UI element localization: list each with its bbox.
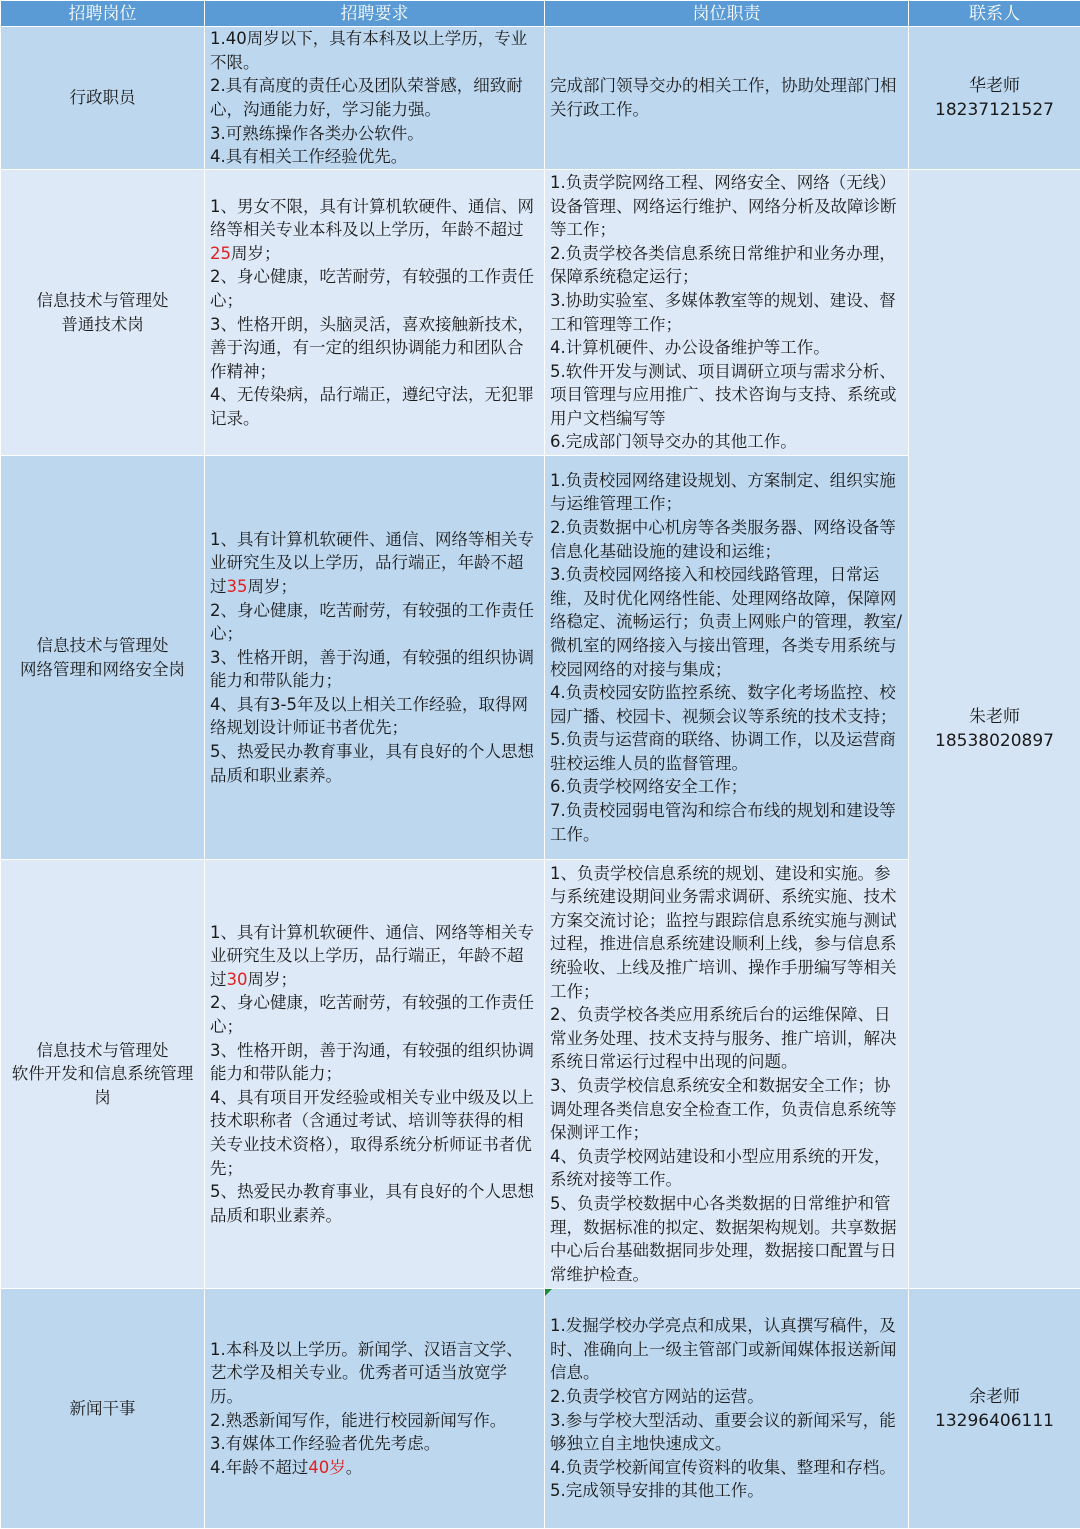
contact-cell bbox=[909, 170, 1080, 1289]
position-subtitle: 网络管理和网络安全岗 bbox=[6, 658, 199, 682]
requirement-text: 。 bbox=[346, 1458, 363, 1477]
duty-item: 5.负责与运营商的联络、协调工作，以及运营商驻校运维人员的监督管理。 bbox=[550, 728, 903, 775]
position-title: 信息技术与管理处 bbox=[6, 289, 199, 313]
requirement-item: 5、热爱民办教育事业，具有良好的个人思想品质和职业素养。 bbox=[210, 1180, 539, 1227]
requirement-item: 4、无传染病，品行端正，遵纪守法，无犯罪记录。 bbox=[210, 383, 539, 430]
requirement-item bbox=[210, 1456, 539, 1480]
requirement-text: 周岁； bbox=[248, 577, 298, 596]
duty-item: 2.负责学校各类信息系统日常维护和业务办理，保障系统稳定运行； bbox=[550, 242, 903, 289]
requirement-item: 4、具有3-5年及以上相关工作经验，取得网络规划设计师证书者优先； bbox=[210, 693, 539, 740]
header-duties: 岗位职责 bbox=[545, 1, 909, 27]
position-cell bbox=[1, 456, 205, 860]
requirement-item: 5、热爱民办教育事业，具有良好的个人思想品质和职业素养。 bbox=[210, 740, 539, 787]
duty-item: 3.参与学校大型活动、重要会议的新闻采写，能够独立自主地快速成文。 bbox=[550, 1409, 903, 1456]
requirements-cell bbox=[205, 170, 545, 456]
requirements-cell bbox=[205, 456, 545, 860]
position-title: 信息技术与管理处 bbox=[6, 1039, 199, 1063]
duty-item: 4.负责学校新闻宣传资料的收集、整理和存档。 bbox=[550, 1456, 903, 1480]
requirement-item: 3.可熟练操作各类办公软件。 bbox=[210, 122, 539, 146]
requirements-cell bbox=[205, 1289, 545, 1529]
duty-item: 2.负责学校官方网站的运营。 bbox=[550, 1385, 903, 1409]
requirement-item: 2、身心健康，吃苦耐劳，有较强的工作责任心； bbox=[210, 991, 539, 1038]
duty-item: 5、负责学校数据中心各类数据的日常维护和管理，数据标准的拟定、数据架构规划。共享数据中心后台基础数据同步处理，数据接口配置与日常维护检查。 bbox=[550, 1192, 903, 1286]
table-row bbox=[1, 1289, 1080, 1529]
duties-cell bbox=[545, 456, 909, 860]
position-cell bbox=[1, 860, 205, 1289]
duty-item: 1、负责学校信息系统的规划、建设和实施。参与系统建设期间业务需求调研、系统实施、技术方案交流讨论；监控与跟踪信息系统实施与测试过程，推进信息系统建设顺利上线，参与信息系统验收、上线及推广培训、操作手册编写等相关工作； bbox=[550, 862, 903, 1004]
duty-item: 3、负责学校信息系统安全和数据安全工作；协调处理各类信息安全检查工作，负责信息系统等保测评工作； bbox=[550, 1074, 903, 1145]
requirement-item: 4、具有项目开发经验或相关专业中级及以上技术职称者（含通过考试、培训等获得的相关专业技术资格），取得系统分析师证书者优先； bbox=[210, 1086, 539, 1180]
requirement-item: 3.有媒体工作经验者优先考虑。 bbox=[210, 1432, 539, 1456]
duties-cell bbox=[545, 27, 909, 170]
position-title: 行政职员 bbox=[6, 86, 199, 110]
requirement-text: 1、男女不限，具有计算机软硬件、通信、网络等相关专业本科及以上学历，年龄不超过 bbox=[210, 197, 534, 240]
contact-phone: 18538020897 bbox=[914, 729, 1075, 753]
duties-cell bbox=[545, 170, 909, 456]
header-requirements: 招聘要求 bbox=[205, 1, 545, 27]
requirement-item bbox=[210, 921, 539, 992]
duty-item: 7.负责校园弱电管沟和综合布线的规划和建设等工作。 bbox=[550, 799, 903, 846]
duty-item: 5.软件开发与测试、项目调研立项与需求分析、项目管理与应用推广、技术咨询与支持、系统或用户文档编写等 bbox=[550, 360, 903, 431]
contact-name: 华老师 bbox=[914, 74, 1075, 98]
requirement-text: 4.年龄不超过 bbox=[210, 1458, 308, 1477]
requirement-text: 1、具有计算机软硬件、通信、网络等相关专业研究生及以上学历，品行端正，年龄不超过 bbox=[210, 530, 534, 596]
duty-item: 3.协助实验室、多媒体教室等的规划、建设、督工和管理等工作； bbox=[550, 289, 903, 336]
requirement-item: 3、性格开朗，善于沟通，有较强的组织协调能力和带队能力； bbox=[210, 1039, 539, 1086]
requirement-item: 2.具有高度的责任心及团队荣誉感，细致耐心，沟通能力好，学习能力强。 bbox=[210, 74, 539, 121]
contact-cell bbox=[909, 1289, 1080, 1529]
duty-item: 4.负责校园安防监控系统、数字化考场监控、校园广播、校园卡、视频会议等系统的技术支持； bbox=[550, 681, 903, 728]
duty-item: 6.负责学校网络安全工作； bbox=[550, 775, 903, 799]
requirement-item bbox=[210, 528, 539, 599]
requirement-item bbox=[210, 195, 539, 266]
contact-phone: 18237121527 bbox=[914, 98, 1075, 122]
duty-item: 4、负责学校网站建设和小型应用系统的开发，系统对接等工作。 bbox=[550, 1145, 903, 1192]
requirement-text: 1、具有计算机软硬件、通信、网络等相关专业研究生及以上学历，品行端正，年龄不超过 bbox=[210, 923, 534, 989]
highlight-age: 35 bbox=[227, 577, 248, 596]
duty-item: 1.负责校园网络建设规划、方案制定、组织实施与运维管理工作； bbox=[550, 469, 903, 516]
duties-cell bbox=[545, 860, 909, 1289]
contact-name: 朱老师 bbox=[914, 705, 1075, 729]
contact-cell bbox=[909, 27, 1080, 170]
duty-item: 1.发掘学校办学亮点和成果，认真撰写稿件，及时、准确向上一级主管部门或新闻媒体报送新闻信息。 bbox=[550, 1314, 903, 1385]
table-row bbox=[1, 170, 1080, 456]
table-row bbox=[1, 27, 1080, 170]
contact-name: 余老师 bbox=[914, 1385, 1075, 1409]
requirements-cell bbox=[205, 860, 545, 1289]
position-subtitle: 软件开发和信息系统管理岗 bbox=[6, 1062, 199, 1109]
duties-cell bbox=[545, 1289, 909, 1529]
header-contact: 联系人 bbox=[909, 1, 1080, 27]
duty-item: 3.负责校园网络接入和校园线路管理，日常运维，及时优化网络性能、处理网络故障，保障网络稳定、流畅运行；负责上网账户的管理，教室/微机室的网络接入与接出管理，各类专用系统与校园网络的对接与集成； bbox=[550, 563, 903, 681]
position-title: 信息技术与管理处 bbox=[6, 634, 199, 658]
requirement-item: 2.熟悉新闻写作，能进行校园新闻写作。 bbox=[210, 1409, 539, 1433]
highlight-age: 40岁 bbox=[308, 1458, 346, 1477]
requirement-item: 4.具有相关工作经验优先。 bbox=[210, 145, 539, 169]
contact-phone: 13296406111 bbox=[914, 1409, 1075, 1433]
requirement-text: 周岁； bbox=[248, 970, 298, 989]
highlight-age: 25 bbox=[210, 244, 231, 263]
requirement-item: 1.40周岁以下，具有本科及以上学历，专业不限。 bbox=[210, 27, 539, 74]
duty-item: 完成部门领导交办的相关工作，协助处理部门相关行政工作。 bbox=[550, 74, 903, 121]
duty-item: 4.计算机硬件、办公设备维护等工作。 bbox=[550, 336, 903, 360]
requirement-item: 2、身心健康，吃苦耐劳，有较强的工作责任心； bbox=[210, 265, 539, 312]
header-position: 招聘岗位 bbox=[1, 1, 205, 27]
position-title: 新闻干事 bbox=[6, 1397, 199, 1421]
duty-item: 2.负责数据中心机房等各类服务器、网络设备等信息化基础设施的建设和运维； bbox=[550, 516, 903, 563]
position-cell bbox=[1, 1289, 205, 1529]
requirement-item: 1.本科及以上学历。新闻学、汉语言文学、艺术学及相关专业。优秀者可适当放宽学历。 bbox=[210, 1338, 539, 1409]
duty-item: 1.负责学院网络工程、网络安全、网络（无线）设备管理、网络运行维护、网络分析及故障诊断等工作； bbox=[550, 171, 903, 242]
requirements-cell bbox=[205, 27, 545, 170]
requirement-item: 2、身心健康，吃苦耐劳，有较强的工作责任心； bbox=[210, 599, 539, 646]
requirement-text: 周岁； bbox=[231, 244, 281, 263]
duty-item: 6.完成部门领导交办的其他工作。 bbox=[550, 430, 903, 454]
duty-item: 5.完成领导安排的其他工作。 bbox=[550, 1479, 903, 1503]
duty-item: 2、负责学校各类应用系统后台的运维保障、日常业务处理、技术支持与服务、推广培训，解决系统日常运行过程中出现的问题。 bbox=[550, 1003, 903, 1074]
position-cell bbox=[1, 27, 205, 170]
requirement-item: 3、性格开朗，头脑灵活，喜欢接触新技术，善于沟通，有一定的组织协调能力和团队合作精神； bbox=[210, 313, 539, 384]
highlight-age: 30 bbox=[227, 970, 248, 989]
position-subtitle: 普通技术岗 bbox=[6, 313, 199, 337]
position-cell bbox=[1, 170, 205, 456]
requirement-item: 3、性格开朗，善于沟通，有较强的组织协调能力和带队能力； bbox=[210, 646, 539, 693]
